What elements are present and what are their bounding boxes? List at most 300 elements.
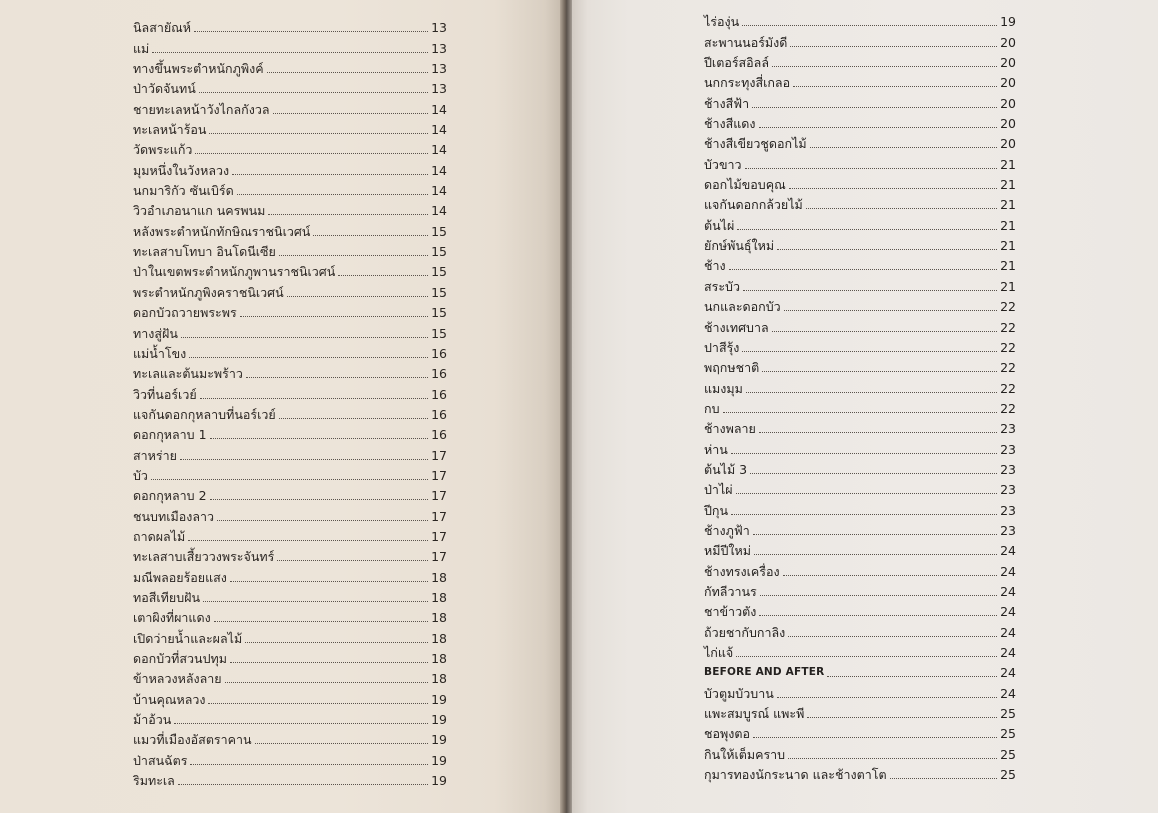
toc-entry (704, 10, 1016, 30)
dot-leader (793, 85, 997, 87)
entry-page-number: 15 (431, 305, 447, 321)
dot-leader (736, 655, 997, 657)
dot-leader (772, 65, 997, 67)
entry-title: นิลสายัณห์ (133, 20, 192, 36)
entry-page-number: 24 (1000, 624, 1016, 640)
toc-entry (704, 336, 1016, 356)
dot-leader (151, 478, 428, 480)
toc-entry (704, 71, 1016, 91)
entry-title: มณีพลอยร้อยแสง (133, 569, 227, 585)
toc-entry (704, 478, 1016, 498)
entry-page-number: 25 (1000, 726, 1016, 742)
dot-leader (810, 146, 997, 148)
dot-leader (208, 702, 428, 704)
entry-page-number: 14 (431, 122, 447, 138)
dot-leader (750, 472, 997, 474)
dot-leader (759, 126, 997, 128)
toc-entry (704, 580, 1016, 600)
entry-title: BEFORE AND AFTER (704, 666, 825, 679)
entry-page-number: 19 (431, 712, 447, 728)
entry-title: ช้างเทศบาล (704, 319, 769, 335)
toc-entry (133, 728, 447, 748)
dot-leader (759, 431, 997, 433)
toc-entry (133, 382, 447, 402)
dot-leader (789, 187, 997, 189)
entry-page-number: 21 (1000, 156, 1016, 172)
entry-title: ช้างภูฟ้า (704, 522, 750, 538)
dot-leader (746, 391, 997, 393)
dot-leader (152, 51, 428, 53)
dot-leader (777, 248, 997, 250)
dot-leader (753, 533, 997, 535)
toc-entry (704, 600, 1016, 620)
toc-entry (133, 36, 447, 56)
dot-leader (753, 736, 997, 738)
dot-leader (760, 594, 997, 596)
entry-page-number: 18 (431, 651, 447, 666)
entry-title: ไร่องุ่น (704, 14, 740, 30)
dot-leader (195, 152, 428, 154)
entry-page-number: 20 (1000, 116, 1016, 132)
dot-leader (754, 553, 997, 555)
entry-title: ป่าสนฉัตร (133, 752, 188, 768)
entry-page-number: 17 (431, 528, 447, 544)
toc-entry (704, 132, 1016, 152)
dot-leader (214, 620, 428, 622)
toc-entry (704, 152, 1016, 172)
entry-page-number: 25 (1000, 706, 1016, 722)
dot-leader (174, 722, 428, 724)
dot-leader (246, 376, 428, 378)
dot-leader (806, 207, 997, 209)
entry-page-number: 23 (1000, 421, 1016, 437)
toc-entry (133, 342, 447, 362)
entry-title: ทะเลและต้นมะพร้าว (133, 366, 243, 382)
entry-page-number: 23 (1000, 482, 1016, 498)
right-contents-list (704, 10, 1016, 783)
toc-entry (133, 708, 447, 728)
toc-entry (133, 647, 447, 667)
toc-entry (704, 641, 1016, 661)
entry-page-number: 21 (1000, 217, 1016, 233)
toc-entry (133, 423, 447, 443)
dot-leader (731, 452, 997, 454)
dot-leader (245, 641, 428, 643)
dot-leader (313, 234, 428, 236)
dot-leader (194, 30, 428, 32)
entry-title: ต้นไผ่ (704, 217, 735, 233)
entry-title: ปีกุน (704, 502, 729, 518)
entry-title: ดอกไม้ขอบคุณ (704, 177, 786, 193)
toc-entry (704, 539, 1016, 559)
toc-entry (133, 545, 447, 565)
entry-title: บ้านคุณหลวง (133, 691, 206, 707)
entry-title: ดอกบัวถวายพระพร (133, 305, 237, 321)
entry-title: พระตำหนักภูพิงคราชนิเวศน์ (133, 284, 284, 300)
entry-page-number: 17 (431, 467, 447, 483)
entry-page-number: 19 (431, 773, 447, 789)
entry-page-number: 16 (431, 345, 447, 361)
entry-page-number: 19 (431, 691, 447, 707)
entry-title: สระบัว (704, 278, 741, 294)
entry-page-number: 14 (431, 183, 447, 199)
entry-title: กุมารทองนักระนาด และช้างตาโต (704, 767, 887, 783)
entry-page-number: 20 (1000, 95, 1016, 111)
entry-title: สะพานนอร์มังดี (704, 34, 788, 50)
entry-page-number: 18 (431, 569, 447, 585)
toc-entry (704, 702, 1016, 722)
dot-leader (237, 193, 428, 195)
entry-page-number: 20 (1000, 55, 1016, 71)
entry-title: ทางสู่ฝัน (133, 325, 178, 341)
entry-title: ป่าในเขตพระตำหนักภูพานราชนิเวศน์ (133, 264, 336, 280)
entry-page-number: 16 (431, 386, 447, 402)
entry-title: กินให้เต็มคราบ (704, 746, 786, 762)
entry-title: ทะเลสาบเสี้ยววงพระจันทร์ (133, 549, 275, 565)
entry-page-number: 23 (1000, 441, 1016, 457)
dot-leader (788, 635, 997, 637)
toc-entry (133, 525, 447, 545)
entry-page-number: 13 (431, 61, 447, 77)
entry-title: แมวที่เมืองอัสตราคาน (133, 732, 252, 748)
dot-leader (268, 213, 428, 215)
entry-page-number: 20 (1000, 75, 1016, 91)
entry-page-number: 16 (431, 366, 447, 382)
dot-leader (788, 757, 997, 759)
dot-leader (338, 274, 428, 276)
toc-entry (704, 397, 1016, 417)
dot-leader (230, 580, 428, 582)
toc-entry (704, 620, 1016, 640)
dot-leader (273, 112, 428, 114)
entry-page-number: 22 (1000, 400, 1016, 416)
dot-leader (279, 417, 428, 419)
entry-title: ต้นไม้ 3 (704, 461, 748, 477)
toc-entry (704, 498, 1016, 518)
dot-leader (199, 91, 428, 93)
entry-title: ช้าง (704, 258, 726, 274)
dot-leader (210, 498, 428, 500)
dot-leader (240, 315, 428, 317)
entry-title: หมีปีใหม่ (704, 543, 751, 559)
dot-leader (777, 696, 997, 698)
dot-leader (731, 513, 997, 515)
dot-leader (217, 519, 428, 521)
entry-title: ป่าไผ่ (704, 482, 733, 498)
toc-entry (133, 626, 447, 646)
toc-entry (133, 138, 447, 158)
entry-title: บัว (133, 467, 148, 483)
toc-entry (704, 295, 1016, 315)
toc-entry (704, 376, 1016, 396)
toc-entry (133, 321, 447, 341)
entry-page-number: 24 (1000, 543, 1016, 559)
toc-entry (133, 260, 447, 280)
entry-page-number: 24 (1000, 665, 1016, 681)
toc-entry (704, 356, 1016, 376)
entry-title: วัดพระแก้ว (133, 142, 193, 158)
entry-page-number: 24 (1000, 685, 1016, 701)
toc-entry (704, 234, 1016, 254)
entry-title: แม่น้ำโขง (133, 345, 187, 361)
entry-page-number: 22 (1000, 299, 1016, 315)
dot-leader (736, 492, 997, 494)
dot-leader (759, 614, 997, 616)
dot-leader (762, 370, 997, 372)
entry-title: ทางขึ้นพระตำหนักภูพิงค์ (133, 61, 264, 77)
toc-entry (704, 559, 1016, 579)
entry-page-number: 21 (1000, 197, 1016, 213)
entry-title: ทอสีเทียบฝัน (133, 589, 201, 605)
toc-entry (133, 97, 447, 117)
toc-entry (704, 213, 1016, 233)
entry-page-number: 24 (1000, 604, 1016, 620)
dot-leader (790, 45, 997, 47)
entry-title: ช้างสีแดง (704, 116, 756, 132)
entry-title: วิวอำเภอนาแก นครพนม (133, 203, 266, 219)
entry-title: ชายทะเลหน้าวังไกลกังวล (133, 101, 270, 117)
entry-title: หลังพระตำหนักทักษิณราชนิเวศน์ (133, 223, 311, 239)
entry-page-number: 16 (431, 427, 447, 443)
entry-page-number: 16 (431, 406, 447, 422)
toc-entry (704, 417, 1016, 437)
dot-leader (189, 356, 428, 358)
toc-entry (704, 173, 1016, 193)
entry-page-number: 22 (1000, 360, 1016, 376)
entry-page-number: 15 (431, 325, 447, 341)
dot-leader (210, 437, 428, 439)
toc-entry (704, 315, 1016, 335)
entry-title: นกและดอกบัว (704, 299, 781, 315)
toc-entry (133, 199, 447, 219)
toc-entry (133, 77, 447, 97)
entry-page-number: 22 (1000, 380, 1016, 396)
dot-leader (203, 600, 428, 602)
entry-page-number: 14 (431, 101, 447, 117)
dot-leader (784, 309, 997, 311)
entry-title: แพะสมบูรณ์ แพะพี (704, 706, 805, 722)
entry-page-number: 23 (1000, 522, 1016, 538)
dot-leader (743, 289, 997, 291)
entry-title: ริมทะเล (133, 773, 175, 789)
entry-page-number: 15 (431, 244, 447, 260)
entry-title: เปิดว่ายน้ำและผลไม้ (133, 630, 243, 646)
toc-entry (133, 606, 447, 626)
entry-page-number: 18 (431, 671, 447, 687)
entry-title: ป่าวัดจันทน์ (133, 81, 196, 97)
entry-title: บัวขาว (704, 156, 742, 172)
toc-entry (133, 240, 447, 260)
entry-page-number: 15 (431, 223, 447, 239)
dot-leader (181, 336, 428, 338)
dot-leader (890, 777, 997, 779)
entry-title: เตาผิงที่ผาแดง (133, 610, 211, 626)
entry-title: มุมหนึ่งในวังหลวง (133, 162, 230, 178)
entry-page-number: 17 (431, 549, 447, 565)
entry-title: ห่าน (704, 441, 728, 457)
entry-title: นกมาริกัว ซันเบิร์ด (133, 183, 234, 199)
toc-entry (704, 681, 1016, 701)
toc-entry (133, 118, 447, 138)
toc-entry (704, 742, 1016, 762)
toc-entry (704, 30, 1016, 50)
dot-leader (180, 458, 428, 460)
entry-page-number: 19 (1000, 14, 1016, 30)
toc-entry (133, 219, 447, 239)
entry-title: กบ (704, 400, 720, 416)
toc-entry (704, 437, 1016, 457)
toc-entry (133, 179, 447, 199)
toc-entry (133, 586, 447, 606)
toc-entry (704, 51, 1016, 71)
dot-leader (178, 783, 428, 785)
entry-title: ยักษ์พันธุ์ใหม่ (704, 238, 775, 254)
entry-page-number: 13 (431, 20, 447, 36)
toc-entry (704, 254, 1016, 274)
dot-leader (287, 295, 428, 297)
entry-title: ช้างสีฟ้า (704, 95, 750, 111)
entry-page-number: 14 (431, 162, 447, 178)
entry-title: ช้างพลาย (704, 421, 756, 437)
dot-leader (723, 411, 997, 413)
entry-page-number: 17 (431, 447, 447, 463)
dot-leader (783, 574, 997, 576)
entry-page-number: 20 (1000, 34, 1016, 50)
toc-entry (133, 484, 447, 504)
toc-entry (704, 274, 1016, 294)
entry-title: ไก่แจ้ (704, 645, 734, 660)
entry-page-number: 18 (431, 589, 447, 605)
entry-page-number: 13 (431, 40, 447, 56)
left-contents-list (133, 16, 447, 789)
entry-page-number: 24 (1000, 563, 1016, 579)
dot-leader (729, 268, 997, 270)
entry-page-number: 20 (1000, 136, 1016, 152)
entry-page-number: 19 (431, 732, 447, 748)
dot-leader (807, 716, 997, 718)
entry-page-number: 24 (1000, 645, 1016, 660)
entry-title: แจกันดอกกล้วยไม้ (704, 197, 803, 213)
entry-title: ชอพุงตอ (704, 726, 750, 742)
toc-entry (133, 464, 447, 484)
dot-leader (745, 167, 997, 169)
entry-title: ดอกบัวที่สวนปทุม (133, 651, 227, 666)
dot-leader (827, 675, 997, 677)
entry-title: ม้าอ้วน (133, 712, 172, 728)
toc-entry (133, 687, 447, 707)
entry-page-number: 21 (1000, 238, 1016, 254)
toc-entry (133, 504, 447, 524)
entry-title: พฤกษชาติ (704, 360, 760, 376)
dot-leader (225, 681, 428, 683)
entry-page-number: 18 (431, 630, 447, 646)
toc-entry (704, 763, 1016, 783)
dot-leader (267, 71, 428, 73)
entry-page-number: 15 (431, 284, 447, 300)
entry-page-number: 14 (431, 142, 447, 158)
dot-leader (279, 254, 428, 256)
entry-title: แมงมุม (704, 380, 743, 396)
entry-page-number: 21 (1000, 258, 1016, 274)
entry-title: วิวที่นอร์เวย์ (133, 386, 197, 402)
entry-title: ทะเลสาบโทบา อินโดนีเซีย (133, 244, 276, 260)
entry-title: ปีเตอร์สอิลล์ (704, 55, 770, 71)
dot-leader (742, 24, 997, 26)
toc-entry (133, 443, 447, 463)
dot-leader (772, 330, 997, 332)
toc-entry (133, 565, 447, 585)
entry-page-number: 18 (431, 610, 447, 626)
entry-page-number: 15 (431, 264, 447, 280)
toc-entry (133, 748, 447, 768)
entry-title: ดอกกุหลาบ 2 (133, 488, 207, 504)
dot-leader (255, 742, 428, 744)
entry-title: กัทลีวานร (704, 583, 757, 599)
entry-page-number: 17 (431, 488, 447, 504)
toc-entry (133, 667, 447, 687)
entry-title: ชาข้าวตัง (704, 604, 757, 620)
toc-entry (133, 280, 447, 300)
dot-leader (277, 559, 428, 561)
entry-title: ถาดผลไม้ (133, 528, 186, 544)
dot-leader (209, 132, 428, 134)
entry-title: ช้างสีเขียวชูดอกไม้ (704, 136, 807, 152)
dot-leader (232, 173, 428, 175)
entry-title: ดอกกุหลาบ 1 (133, 427, 207, 443)
entry-page-number: 23 (1000, 461, 1016, 477)
toc-entry (704, 91, 1016, 111)
dot-leader (188, 539, 428, 541)
entry-page-number: 22 (1000, 339, 1016, 355)
toc-entry (704, 722, 1016, 742)
dot-leader (737, 228, 997, 230)
entry-title: ข้าหลวงหลังลาย (133, 671, 222, 687)
book-gutter (560, 0, 572, 813)
toc-entry (133, 16, 447, 36)
entry-page-number: 21 (1000, 177, 1016, 193)
toc-entry (133, 362, 447, 382)
entry-title: สาหร่าย (133, 447, 177, 463)
entry-title: ชนบทเมืองลาว (133, 508, 215, 524)
entry-title: ถ้วยชากับกาลิง (704, 624, 786, 640)
entry-page-number: 17 (431, 508, 447, 524)
toc-entry (704, 519, 1016, 539)
entry-title: แจกันดอกกุหลาบที่นอร์เวย์ (133, 406, 276, 422)
dot-leader (742, 350, 997, 352)
entry-page-number: 19 (431, 752, 447, 768)
entry-title: ปาสีรุ้ง (704, 339, 740, 355)
toc-entry (133, 769, 447, 789)
toc-entry (133, 403, 447, 423)
entry-page-number: 14 (431, 203, 447, 219)
entry-title: บัวตูมบัวบาน (704, 685, 774, 701)
toc-entry (704, 661, 1016, 681)
entry-title: ทะเลหน้าร้อน (133, 122, 207, 138)
toc-entry (704, 112, 1016, 132)
entry-page-number: 22 (1000, 319, 1016, 335)
toc-entry (133, 57, 447, 77)
entry-page-number: 25 (1000, 767, 1016, 783)
toc-entry (704, 193, 1016, 213)
entry-title: นกกระทุงสี่เกลอ (704, 75, 791, 91)
dot-leader (190, 763, 428, 765)
dot-leader (752, 106, 997, 108)
entry-page-number: 21 (1000, 278, 1016, 294)
entry-title: ช้างทรงเครื่อง (704, 563, 780, 579)
toc-entry (704, 458, 1016, 478)
toc-entry (133, 158, 447, 178)
dot-leader (200, 397, 428, 399)
